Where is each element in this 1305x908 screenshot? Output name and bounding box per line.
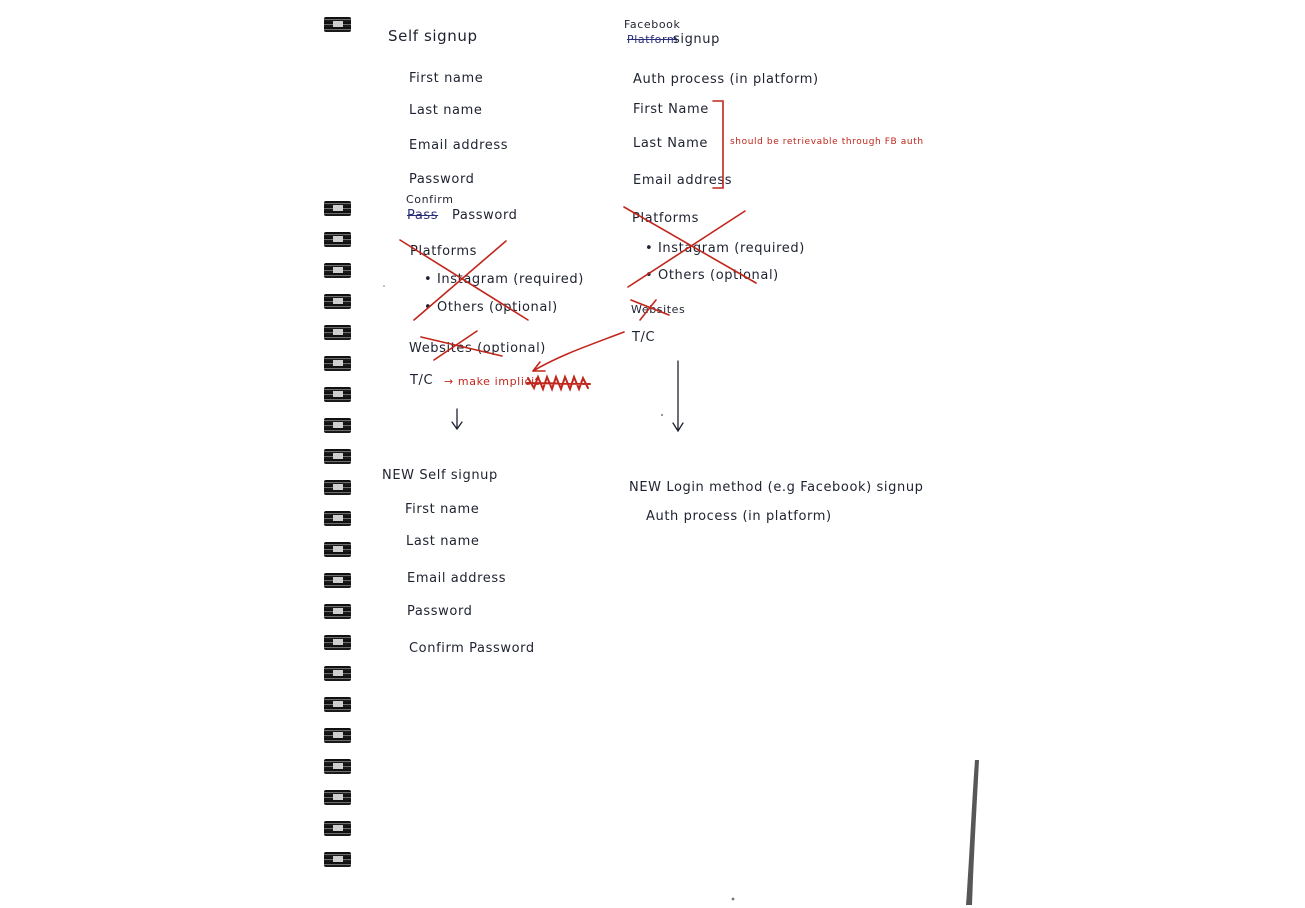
new-self-first-name: First name xyxy=(405,502,480,517)
self-tc: T/C xyxy=(410,373,434,388)
self-platform-others: • Others (optional) xyxy=(424,300,558,315)
self-email: Email address xyxy=(409,138,509,153)
self-password: Password xyxy=(409,172,475,187)
self-platforms-strike-icon xyxy=(400,240,528,320)
self-confirm-password: Password xyxy=(452,208,518,223)
fb-bracket-note: should be retrievable through FB auth xyxy=(730,137,924,147)
new-self-confirm-password: Confirm Password xyxy=(409,641,535,656)
scribble-icon xyxy=(527,377,590,389)
fb-title-insert: Facebook xyxy=(624,18,681,31)
new-self-signup-title: NEW Self signup xyxy=(382,468,498,483)
fb-platform-instagram: • Instagram (required) xyxy=(645,241,805,256)
self-platform-instagram: • Instagram (required) xyxy=(424,272,584,287)
bracket-icon xyxy=(713,101,723,188)
self-tc-note: → make implicit xyxy=(444,375,540,388)
fb-tc: T/C xyxy=(632,330,656,345)
self-websites-strike-icon-2 xyxy=(434,331,477,360)
self-last-name: Last name xyxy=(409,103,483,118)
self-websites-strike-icon xyxy=(421,337,502,356)
right-down-arrow-icon xyxy=(673,361,683,431)
fb-websites: Websites xyxy=(631,303,686,316)
tc-pointer-arrow-icon xyxy=(533,332,624,371)
self-platforms-strike-icon-2 xyxy=(414,241,506,320)
fb-websites-strike-icon-2 xyxy=(640,300,656,320)
fb-last-name: Last Name xyxy=(633,136,708,151)
self-websites: Websites (optional) xyxy=(409,341,546,356)
self-confirm-insert: Confirm xyxy=(406,193,454,206)
fb-auth-process: Auth process (in platform) xyxy=(633,72,819,87)
new-self-email: Email address xyxy=(407,571,507,586)
self-first-name: First name xyxy=(409,71,484,86)
self-signup-title: Self signup xyxy=(388,27,478,45)
fb-platforms-strike-icon-2 xyxy=(628,211,745,287)
page-edge-shadow xyxy=(966,760,979,905)
self-confirm-struck: Pass xyxy=(407,208,439,223)
left-down-arrow-icon xyxy=(452,409,462,429)
fb-email: Email address xyxy=(633,173,733,188)
fb-title-signup: signup xyxy=(673,32,720,47)
tc-pointer-arrowhead-icon xyxy=(533,362,545,371)
new-self-last-name: Last name xyxy=(406,534,480,549)
new-self-password: Password xyxy=(407,604,473,619)
fb-first-name: First Name xyxy=(633,102,709,117)
fb-platforms-heading: Platforms xyxy=(632,211,699,226)
fb-platform-others: • Others (optional) xyxy=(645,268,779,283)
fb-platforms-strike-icon xyxy=(624,207,756,283)
new-login-title: NEW Login method (e.g Facebook) signup xyxy=(629,480,924,495)
fb-title-struck: Platform xyxy=(627,33,679,46)
new-login-auth-process: Auth process (in platform) xyxy=(646,509,832,524)
self-platforms-heading: Platforms xyxy=(410,244,477,259)
